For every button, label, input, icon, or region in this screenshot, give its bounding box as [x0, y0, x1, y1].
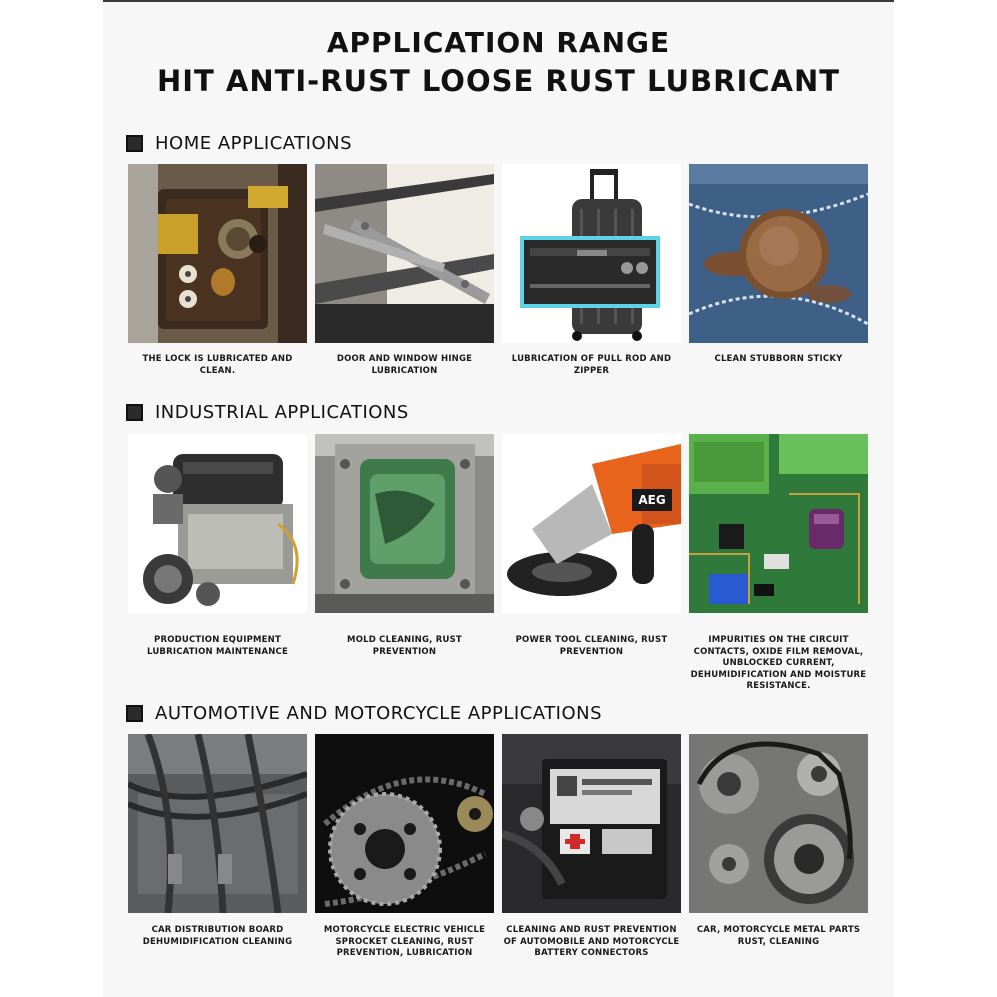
top-divider: [103, 0, 894, 2]
caption-sprocket: MOTORCYCLE ELECTRIC VEHICLE SPROCKET CLEANING, RUST PREVENTION, LUBRICATION: [323, 925, 486, 958]
tile-engine-image: [128, 434, 307, 613]
caption-engine-pulleys: CAR, MOTORCYCLE METAL PARTS RUST, CLEANING: [696, 925, 861, 947]
caption-engine: PRODUCTION EQUIPMENT LUBRICATION MAINTENANCE: [147, 635, 288, 657]
caption-jeans-button: CLEAN STUBBORN STICKY: [714, 354, 843, 364]
square-bullet-icon: [126, 135, 143, 152]
tile-lock-image: [128, 164, 307, 343]
content-panel: [103, 0, 894, 997]
section-heading-label: AUTOMOTIVE AND MOTORCYCLE APPLICATIONS: [155, 702, 603, 724]
caption-mold: MOLD CLEANING, RUST PREVENTION: [347, 635, 462, 657]
square-bullet-icon: [126, 404, 143, 421]
tile-sprocket-image: [315, 734, 494, 913]
caption-circuit-board: IMPURITIES ON THE CIRCUIT CONTACTS, OXIDE FILM REMOVAL, UNBLOCKED CURRENT, DEHUMIDIFICATION AND MOISTURE RESISTANCE.: [690, 635, 867, 691]
tile-spark-plug-wires-image: [128, 734, 307, 913]
tile-angle-grinder-image: [502, 434, 681, 613]
tile-car-battery-image: [502, 734, 681, 913]
tile-jeans-button-image: [689, 164, 868, 343]
section-heading-industrial: [126, 400, 409, 424]
section-heading-automotive: [126, 701, 602, 725]
section-heading-home: [126, 131, 352, 155]
page-subtitle: HIT ANTI-RUST LOOSE RUST LUBRICANT: [156, 64, 841, 98]
caption-lock: THE LOCK IS LUBRICATED AND CLEAN.: [142, 354, 293, 376]
section-heading-label: INDUSTRIAL APPLICATIONS: [155, 401, 409, 423]
caption-battery: CLEANING AND RUST PREVENTION OF AUTOMOBILE AND MOTORCYCLE BATTERY CONNECTORS: [503, 925, 680, 958]
tile-suitcase-image: [502, 164, 681, 343]
caption-suitcase: LUBRICATION OF PULL ROD AND ZIPPER: [511, 354, 672, 376]
caption-hinge: DOOR AND WINDOW HINGE LUBRICATION: [336, 354, 473, 376]
caption-spark-plug-wires: CAR DISTRIBUTION BOARD DEHUMIDIFICATION CLEANING: [142, 925, 293, 947]
tile-mold-image: [315, 434, 494, 613]
tile-circuit-board-image: [689, 434, 868, 613]
section-heading-label: HOME APPLICATIONS: [155, 132, 353, 154]
page-title: APPLICATION RANGE: [326, 26, 671, 59]
tile-window-hinge-image: [315, 164, 494, 343]
aeg-logo: AEG: [638, 493, 666, 507]
tile-engine-pulleys-image: [689, 734, 868, 913]
square-bullet-icon: [126, 705, 143, 722]
caption-grinder: POWER TOOL CLEANING, RUST PREVENTION: [515, 635, 668, 657]
